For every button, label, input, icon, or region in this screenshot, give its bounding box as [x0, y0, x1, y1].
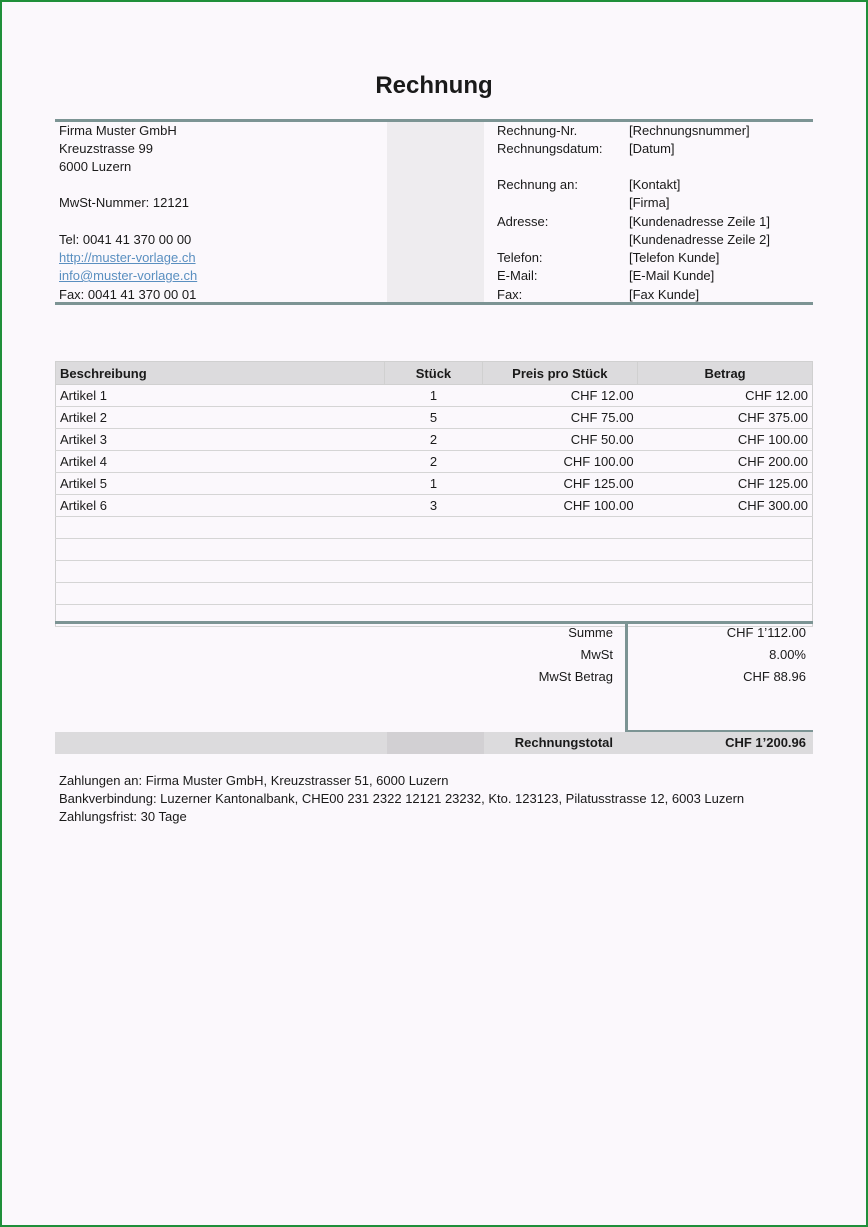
info-value: [Kontakt]: [629, 177, 681, 192]
items-bottom-rule: [55, 621, 813, 624]
table-row: [56, 561, 813, 583]
cell-amount: CHF 375.00: [638, 407, 813, 429]
vat-label: MwSt: [580, 647, 613, 662]
cell-qty: [385, 561, 482, 583]
cell-description: [56, 583, 385, 605]
info-label: Adresse:: [497, 214, 549, 229]
cell-amount: [638, 517, 813, 539]
vat-amount-value: CHF 88.96: [743, 669, 806, 684]
cell-description: Artikel 2: [56, 407, 385, 429]
table-row: [56, 495, 813, 517]
cell-qty: 2: [385, 451, 482, 473]
info-value: [Firma]: [629, 195, 670, 210]
total-value: CHF 1’200.96: [725, 735, 806, 750]
items-table: [55, 361, 813, 627]
payment-recipient: Zahlungen an: Firma Muster GmbH, Kreuzstrasser 51, 6000 Luzern: [59, 773, 449, 788]
cell-amount: CHF 100.00: [638, 429, 813, 451]
info-label: Rechnung-Nr.: [497, 123, 578, 138]
table-row: [56, 451, 813, 473]
cell-unit-price: [482, 561, 637, 583]
table-row: [56, 473, 813, 495]
cell-amount: CHF 300.00: [638, 495, 813, 517]
sender-website-link[interactable]: http://muster-vorlage.ch: [59, 250, 196, 265]
document-title: Rechnung: [375, 72, 493, 99]
table-row: [56, 429, 813, 451]
col-header-unit-price: Preis pro Stück: [482, 362, 637, 385]
cell-description: [56, 561, 385, 583]
sender-street: Kreuzstrasse 99: [59, 141, 153, 156]
cell-unit-price: CHF 100.00: [482, 451, 637, 473]
cell-qty: 1: [385, 385, 482, 407]
info-value: [E-Mail Kunde]: [629, 268, 715, 283]
cell-qty: [385, 517, 482, 539]
info-value: [Datum]: [629, 141, 675, 156]
table-row: [56, 407, 813, 429]
total-label: Rechnungstotal: [514, 735, 613, 750]
vat-rate-value: 8.00%: [769, 647, 806, 662]
table-row: [56, 385, 813, 407]
info-value: [Kundenadresse Zeile 2]: [629, 232, 770, 247]
col-header-amount: Betrag: [638, 362, 813, 385]
cell-unit-price: CHF 125.00: [482, 473, 637, 495]
cell-description: Artikel 3: [56, 429, 385, 451]
table-row: [56, 539, 813, 561]
cell-unit-price: [482, 539, 637, 561]
table-row: [56, 517, 813, 539]
col-header-description: Beschreibung: [56, 362, 385, 385]
header-shade-column: [387, 122, 484, 302]
cell-unit-price: CHF 50.00: [482, 429, 637, 451]
vat-amount-label: MwSt Betrag: [538, 669, 613, 684]
cell-amount: [638, 539, 813, 561]
info-label: Fax:: [497, 287, 523, 302]
sender-phone: Tel: 0041 41 370 00 00: [59, 232, 192, 247]
cell-amount: [638, 561, 813, 583]
payment-terms: Zahlungsfrist: 30 Tage: [59, 809, 187, 824]
table-row: [56, 583, 813, 605]
sum-value: CHF 1’112.00: [726, 625, 806, 640]
cell-qty: 5: [385, 407, 482, 429]
sender-company: Firma Muster GmbH: [59, 123, 177, 138]
cell-description: Artikel 6: [56, 495, 385, 517]
total-bar: [55, 732, 813, 754]
cell-amount: [638, 583, 813, 605]
cell-qty: [385, 583, 482, 605]
info-label: Rechnung an:: [497, 177, 578, 192]
info-label: Rechnungsdatum:: [497, 141, 603, 156]
cell-amount: CHF 200.00: [638, 451, 813, 473]
info-value: [Kundenadresse Zeile 1]: [629, 214, 770, 229]
cell-qty: 3: [385, 495, 482, 517]
bank-details: Bankverbindung: Luzerner Kantonalbank, CHE00 231 2322 12121 23232, Kto. 123123, Pilatusstrasse 12, 6003 Luzern: [59, 791, 745, 806]
cell-unit-price: [482, 583, 637, 605]
cell-unit-price: CHF 12.00: [482, 385, 637, 407]
cell-qty: 1: [385, 473, 482, 495]
cell-description: [56, 539, 385, 561]
cell-amount: CHF 125.00: [638, 473, 813, 495]
info-label: E-Mail:: [497, 268, 538, 283]
cell-description: Artikel 1: [56, 385, 385, 407]
sender-email-link[interactable]: info@muster-vorlage.ch: [59, 268, 198, 283]
sum-label: Summe: [568, 625, 613, 640]
cell-qty: [385, 539, 482, 561]
info-value: [Telefon Kunde]: [629, 250, 720, 265]
cell-description: Artikel 4: [56, 451, 385, 473]
info-value: [Rechnungsnummer]: [629, 123, 750, 138]
cell-unit-price: CHF 75.00: [482, 407, 637, 429]
cell-amount: CHF 12.00: [638, 385, 813, 407]
sender-vat-number: MwSt-Nummer: 12121: [59, 195, 190, 210]
col-header-qty: Stück: [385, 362, 482, 385]
sender-city: 6000 Luzern: [59, 159, 132, 174]
cell-description: [56, 517, 385, 539]
info-value: [Fax Kunde]: [629, 287, 700, 302]
items-header-row: [56, 362, 813, 385]
cell-qty: 2: [385, 429, 482, 451]
info-label: Telefon:: [497, 250, 543, 265]
sender-fax: Fax: 0041 41 370 00 01: [59, 287, 197, 302]
cell-unit-price: [482, 517, 637, 539]
cell-unit-price: CHF 100.00: [482, 495, 637, 517]
cell-description: Artikel 5: [56, 473, 385, 495]
